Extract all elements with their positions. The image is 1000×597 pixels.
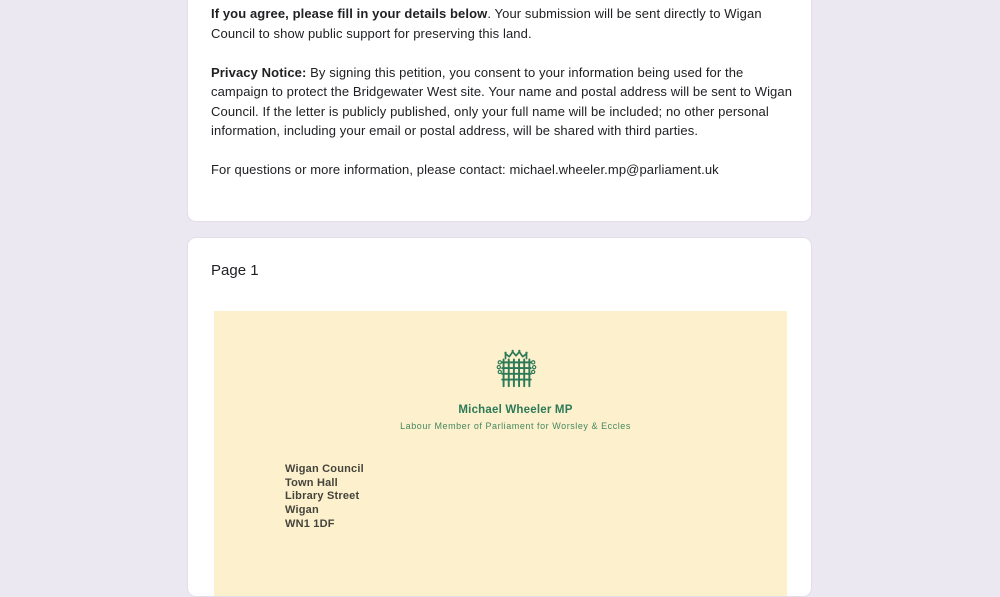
address-line: Wigan Council [285, 463, 364, 475]
mp-subtitle: Labour Member of Parliament for Worsley & Eccles [400, 421, 631, 431]
address-line: WN1 1DF [285, 517, 335, 530]
letterhead [229, 311, 787, 432]
recipient-address [285, 463, 787, 532]
page-title: Page 1 [211, 262, 259, 279]
contact-text: For questions or more information, please contact: michael.wheeler.mp@parliament.uk [211, 162, 719, 177]
privacy-notice-rest-text: By signing this petition, you consent to your information being used for the campaign to protect the Bridgewater West site. Your name and postal address will be sent to Wigan Council. If the letter is publicly published, only your full name will be included; no other personal information, including your email or postal address, will be shared with third parties. [211, 64, 793, 138]
address-line: Wigan [285, 504, 319, 517]
intro-paragraph [211, 4, 794, 43]
mp-name: Michael Wheeler MP [458, 404, 573, 416]
address-line: Library Street [285, 490, 360, 503]
address-line: Town Hall [285, 476, 338, 489]
portcullis-icon [495, 348, 537, 392]
page-1-section-card [187, 237, 812, 597]
privacy-notice-bold-text: Privacy Notice: [211, 64, 307, 80]
contact-paragraph [211, 160, 794, 180]
intro-rest-text: . Your submission will be sent directly to Wigan Council to show public support for preserving this land. [211, 6, 762, 41]
intro-bold-text: If you agree, please fill in your details below [211, 6, 488, 21]
privacy-notice-paragraph [211, 63, 794, 141]
letter-image [214, 311, 787, 597]
form-description-card [187, 0, 812, 222]
